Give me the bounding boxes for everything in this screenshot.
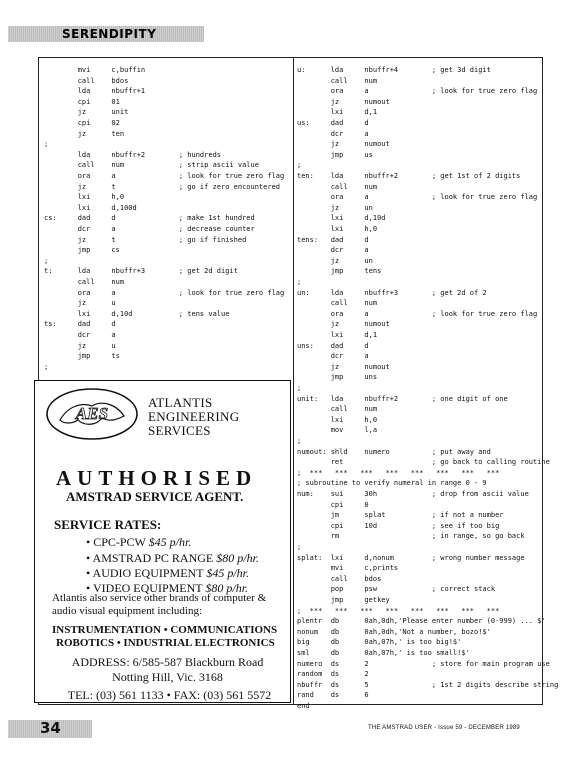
logo-text: AES: [75, 404, 109, 423]
also-service-text: Atlantis also service other brands of computer & audio visual equipment including:: [52, 592, 267, 617]
code-line: mvi c,prints: [297, 564, 399, 573]
code-line: uns: dad d: [297, 341, 369, 350]
code-line: call num ; strip ascii value: [44, 161, 259, 170]
code-line: call num: [297, 182, 378, 191]
code-line: jz un: [297, 203, 373, 212]
code-line: numero ds 2 ; store for main program use: [297, 659, 550, 668]
code-line: tens: dad d: [297, 235, 369, 244]
services-line-1: INSTRUMENTATION • COMMUNICATIONS: [52, 624, 278, 636]
code-line: cpi 0: [297, 500, 369, 509]
publication-footer: THE AMSTRAD USER - Issue 59 - DECEMBER 1989: [368, 725, 520, 731]
code-line: lxi d,10d ; tens value: [44, 309, 230, 318]
code-line: ;: [297, 543, 302, 551]
code-line: jz numout: [297, 362, 390, 371]
column-divider: [293, 57, 294, 704]
code-line: lxi h,0: [297, 225, 378, 233]
rate-item: [86, 551, 259, 566]
company-name-line-1: ATLANTIS: [148, 395, 213, 410]
code-line: lxi d,1: [297, 108, 378, 117]
code-line: nbuffr ds 5 ; 1st 2 digits describe string: [297, 680, 559, 689]
code-line: jmp us: [297, 150, 373, 159]
company-name: [148, 396, 239, 438]
company-name-line-2: ENGINEERING: [148, 409, 240, 424]
code-line: ;: [44, 256, 49, 265]
code-line: rand ds 6: [297, 691, 369, 700]
code-line: cpi 01: [44, 97, 120, 106]
code-line: call num: [297, 299, 378, 308]
code-line: dcr a: [297, 129, 369, 138]
code-line: jz u: [44, 299, 116, 308]
rate-item-name: • AUDIO EQUIPMENT: [86, 566, 204, 580]
code-line: unit: lda nbuffr+2 ; one digit of one: [297, 394, 508, 403]
code-line: call num: [44, 278, 125, 286]
code-line: lxi h,0: [44, 193, 125, 202]
rate-item-name: • VIDEO EQUIPMENT: [86, 581, 203, 595]
code-line: plentr db 0ah,0dh,'Please enter number (0-999) ... $': [297, 617, 546, 626]
company-name-line-3: SERVICES: [148, 423, 211, 438]
code-line: ora a ; look for true zero flag: [297, 309, 538, 318]
code-line: lda nbuffr+1: [44, 87, 146, 96]
code-line: jz t ; go if zero encountered: [44, 182, 281, 191]
code-line: nonum db 0ah,0dh,'Not a number, bozo!$': [297, 627, 491, 636]
code-line: jz u: [44, 341, 116, 350]
code-line: call num: [297, 76, 378, 85]
code-line: ;: [44, 140, 49, 149]
code-line: jz unit: [44, 108, 129, 117]
code-line: num: sui 30h ; drop from ascii value: [297, 490, 529, 498]
code-line: cpi 10d ; see if too big: [297, 521, 500, 530]
code-line: rm ; in range, so go back: [297, 532, 525, 541]
contact-line: TEL: (03) 561 1133 • FAX: (03) 561 5572: [67, 688, 272, 702]
code-line: ora a ; look for true zero flag: [44, 288, 285, 297]
page-number: 34: [40, 719, 61, 737]
code-line: call bdos: [297, 574, 382, 583]
code-line: cpi 02: [44, 119, 120, 127]
code-line: ;: [297, 437, 302, 445]
code-line: call bdos: [44, 76, 129, 85]
rate-item: [86, 566, 249, 581]
code-line: mvi c,buffin: [44, 66, 146, 74]
code-line: jmp tens: [297, 267, 382, 276]
code-line: random ds 2: [297, 670, 369, 679]
code-line: ten: lda nbuffr+2 ; get 1st of 2 digits: [297, 172, 521, 180]
code-line: ; *** *** *** *** *** *** *** ***: [297, 606, 500, 615]
services-line-2: ROBOTICS • INDUSTRIAL ELECTRONICS: [56, 637, 275, 649]
code-line: jz numout: [297, 140, 390, 149]
code-line: us: dad d: [297, 119, 369, 127]
code-line: dcr a ; decrease counter: [44, 225, 255, 233]
code-line: u: lda nbuffr+4 ; get 3d digit: [297, 66, 491, 74]
code-line: jz t ; go if finished: [44, 235, 247, 244]
code-line: jmp uns: [297, 373, 378, 382]
code-line: sml db 0ah,07h,' is too small!$': [297, 649, 470, 657]
code-line: jz numout: [297, 320, 390, 329]
code-line: big db 0ah,07h,' is too big!$': [297, 638, 462, 647]
code-line: dcr a: [297, 246, 369, 255]
code-line: jm splat ; if not a number: [297, 511, 504, 520]
code-line: cs: dad d ; make 1st hundred: [44, 214, 255, 223]
code-line: dcr a: [297, 352, 369, 361]
code-line: jz ten: [44, 129, 125, 138]
code-line: ora a ; look for true zero flag: [297, 193, 538, 202]
rate-item-price: $45 p/hr.: [148, 535, 192, 549]
code-line: end: [297, 702, 310, 710]
authorised-heading: AUTHORISED: [56, 466, 258, 490]
code-line: jmp getkey: [297, 596, 390, 604]
rate-item: [86, 535, 191, 550]
code-line: ;: [297, 384, 302, 392]
address-line-1: ADDRESS: 6/585-587 Blackburn Road: [71, 655, 264, 669]
code-line: ora a ; look for true zero flag: [44, 172, 285, 180]
code-line: ts: dad d: [44, 320, 116, 329]
code-line: dcr a: [44, 331, 116, 339]
atlantis-logo: [44, 386, 140, 442]
code-line: ;: [297, 161, 302, 170]
code-line: numout: shld numero ; put away and: [297, 447, 491, 456]
code-line: un: lda nbuffr+3 ; get 2d of 2: [297, 288, 487, 297]
code-line: lxi h,0: [297, 415, 378, 424]
code-line: ; subroutine to verify numeral in range 0 - 9: [297, 479, 487, 488]
code-line: ret ; go back to calling routine: [297, 458, 550, 467]
code-line: ; *** *** *** *** *** *** *** ***: [297, 468, 500, 477]
code-line: ora a ; look for true zero flag: [297, 87, 538, 96]
rate-item-price: $80 p/hr.: [216, 551, 259, 565]
section-title: SERENDIPITY: [62, 27, 157, 41]
code-line: t: lda nbuffr+3 ; get 2d digit: [44, 267, 238, 276]
code-line: mov l,a: [297, 426, 378, 435]
service-rates-heading: SERVICE RATES:: [54, 517, 162, 532]
rate-item-price: $45 p/hr.: [206, 566, 249, 580]
rate-item-name: • AMSTRAD PC RANGE: [86, 551, 214, 565]
code-line: lda nbuffr+2 ; hundreds: [44, 150, 222, 159]
code-line: ;: [44, 362, 49, 371]
rate-item-name: • CPC-PCW: [86, 535, 146, 549]
code-line: lxi d,100d: [44, 203, 137, 212]
address-line-2: Notting Hill, Vic. 3168: [112, 670, 223, 684]
code-line: jmp cs: [44, 246, 120, 255]
agent-subheading: AMSTRAD SERVICE AGENT.: [66, 489, 244, 504]
code-line: pop psw ; correct stack: [297, 585, 496, 594]
code-line: lxi d,10d: [297, 214, 386, 223]
code-line: jz un: [297, 256, 373, 265]
code-line: jz numout: [297, 97, 390, 106]
code-line: jmp ts: [44, 352, 120, 361]
rate-item-price: $80 p/hr.: [205, 581, 249, 595]
code-line: lxi d,1: [297, 331, 378, 339]
code-line: ;: [297, 278, 302, 286]
code-line: call num: [297, 405, 378, 414]
code-line: splat: lxi d,nonum ; wrong number message: [297, 553, 525, 562]
